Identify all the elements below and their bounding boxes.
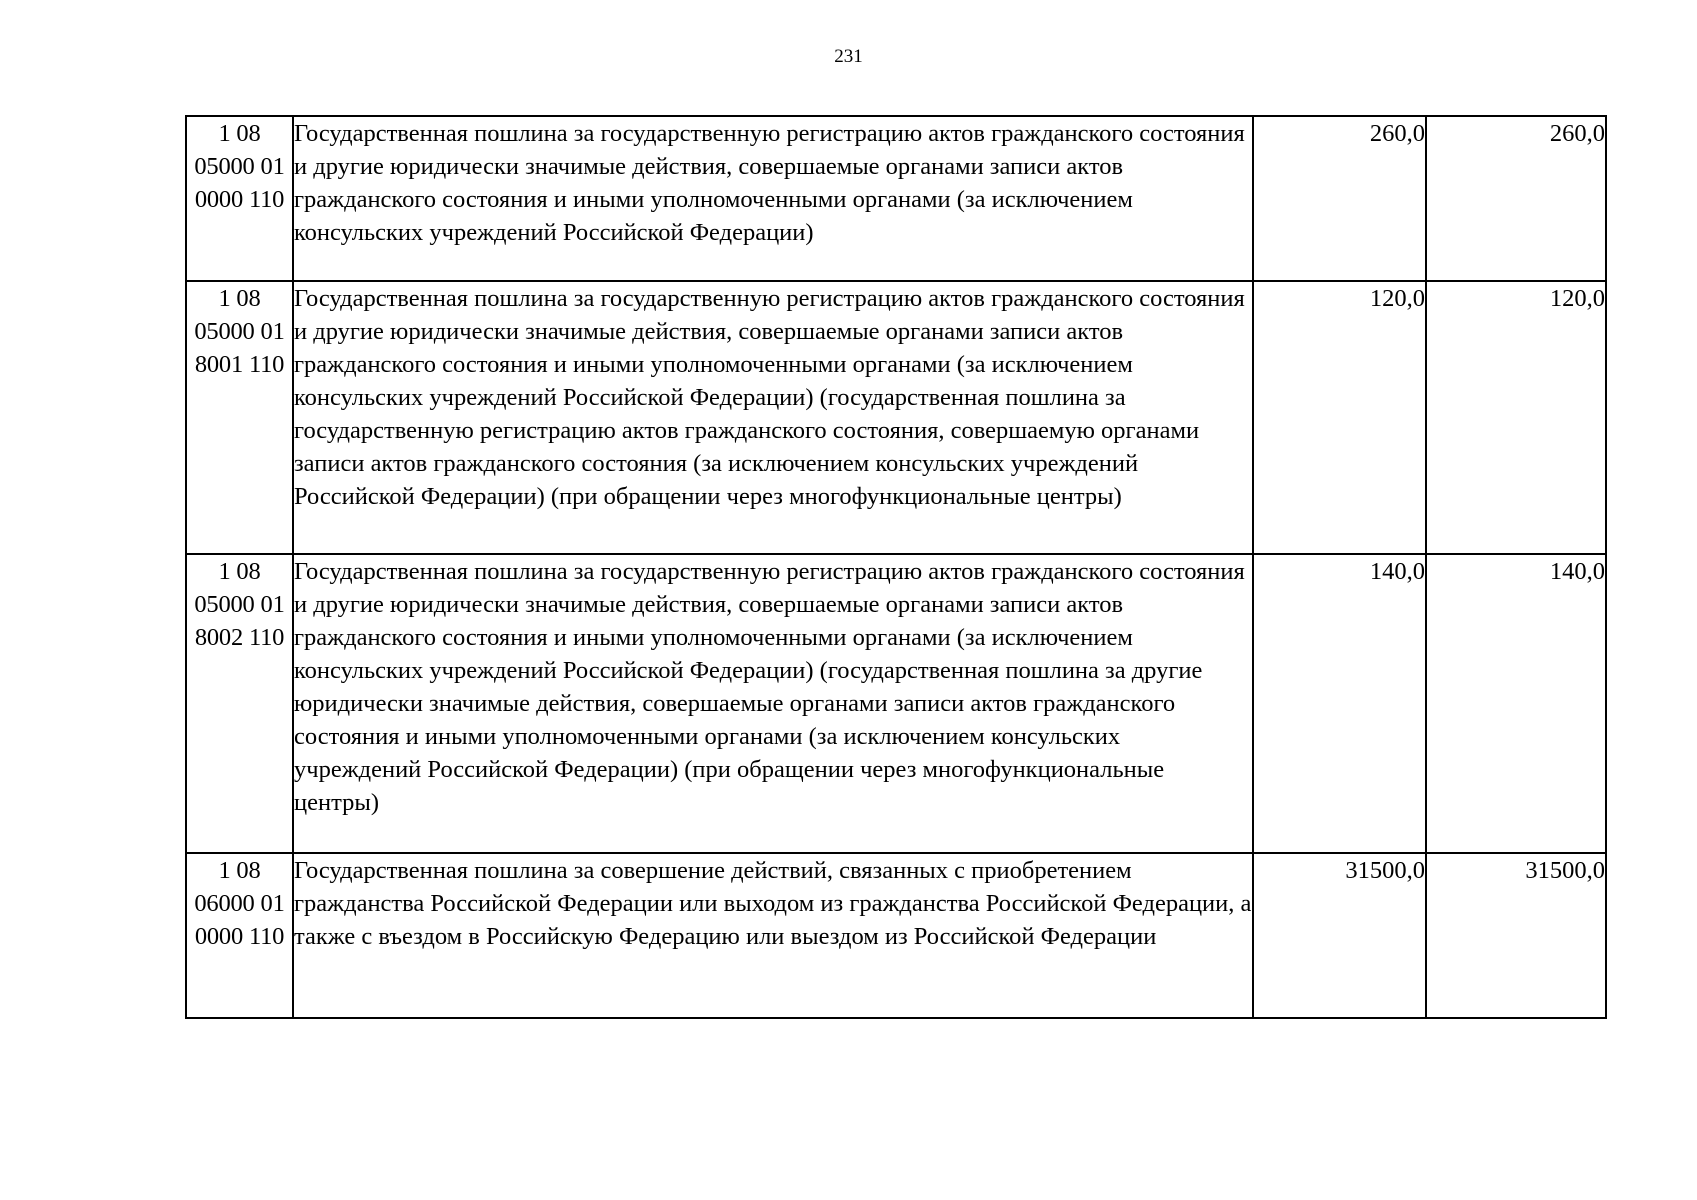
amount-cell-1: 260,0 — [1253, 116, 1426, 281]
table-row — [186, 281, 1606, 554]
amount-cell-2: 31500,0 — [1426, 853, 1606, 1018]
amount-cell-2: 120,0 — [1426, 281, 1606, 554]
table-row — [186, 554, 1606, 853]
table-row — [186, 853, 1606, 1018]
amount-cell-1: 140,0 — [1253, 554, 1426, 853]
amount-cell-1: 31500,0 — [1253, 853, 1426, 1018]
budget-code-cell: 1 08 05000 01 0000 110 — [186, 116, 293, 281]
amount-cell-2: 140,0 — [1426, 554, 1606, 853]
budget-code-cell: 1 08 05000 01 8001 110 — [186, 281, 293, 554]
page-number: 231 — [834, 46, 863, 67]
amount-cell-2: 260,0 — [1426, 116, 1606, 281]
table-row — [186, 116, 1606, 281]
revenue-table — [185, 115, 1607, 1019]
budget-code-cell: 1 08 06000 01 0000 110 — [186, 853, 293, 1018]
revenue-name-cell: Государственная пошлина за государственную регистрацию актов гражданского состояния и другие юридически значимые действия, совершаемые органами записи актов гражданского состояния и иными уполномоченными органами (за исключением консульских учреждений Российской Федерации) (государственная пошлина за государственную регистрацию актов гражданского состояния, совершаемую органами записи актов гражданского состояния (за исключением консульских учреждений Российской Федерации) (при обращении через многофункциональные центры) — [293, 281, 1253, 554]
budget-code-cell: 1 08 05000 01 8002 110 — [186, 554, 293, 853]
revenue-name-cell: Государственная пошлина за государственную регистрацию актов гражданского состояния и другие юридически значимые действия, совершаемые органами записи актов гражданского состояния и иными уполномоченными органами (за исключением консульских учреждений Российской Федерации) (государственная пошлина за другие юридически значимые действия, совершаемые органами записи актов гражданского состояния и иными уполномоченными органами (за исключением консульских учреждений Российской Федерации) (при обращении через многофункциональные центры) — [293, 554, 1253, 853]
revenue-name-cell: Государственная пошлина за совершение действий, связанных с приобретением гражданства Российской Федерации или выходом из гражданства Российской Федерации, а также с въездом в Российскую Федерацию или выездом из Российской Федерации — [293, 853, 1253, 1018]
revenue-name-cell: Государственная пошлина за государственную регистрацию актов гражданского состояния и другие юридически значимые действия, совершаемые органами записи актов гражданского состояния и иными уполномоченными органами (за исключением консульских учреждений Российской Федерации) — [293, 116, 1253, 281]
amount-cell-1: 120,0 — [1253, 281, 1426, 554]
